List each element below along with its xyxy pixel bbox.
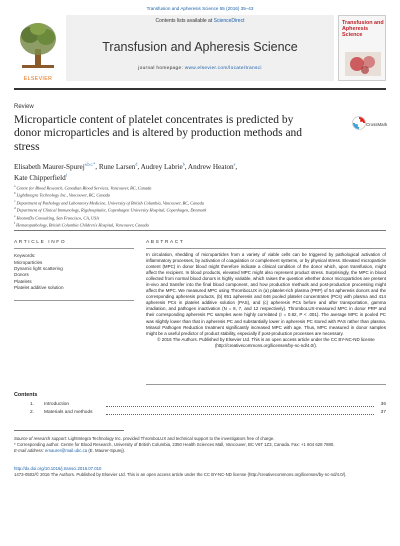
- abstract-heading: ABSTRACT: [146, 240, 185, 245]
- publisher-name: ELSEVIER: [23, 76, 53, 82]
- keyword-item: Donors: [14, 272, 29, 278]
- header-rule: [14, 88, 386, 90]
- homepage-link[interactable]: www.elsevier.com/locate/transci: [184, 66, 262, 71]
- crossmark-label: CrossMark: [366, 122, 388, 127]
- affiliation-item: $^d$ Department of Clinical Immunology, Rigshospitalet, Copenhagen University Hospital, Copenhagen, Denmark: [14, 206, 207, 213]
- article-section: Review: [14, 104, 34, 110]
- author-5[interactable]: Kate Chipperfield$^f$: [14, 172, 68, 183]
- affiliation-item: $^c$ Department of Pathology and Laboratory Medicine, University of British Columbia, Vancouver, BC, Canada: [14, 198, 204, 206]
- abstract-body: [146, 252, 386, 349]
- table-of-contents: [14, 402, 386, 417]
- elsevier-tree-logo: [14, 15, 62, 75]
- toc-item[interactable]: 2. Materials and methods 37: [30, 409, 386, 415]
- keyword-item: Platelet additive solution: [14, 284, 64, 290]
- toc-leader: [106, 406, 374, 407]
- article-info-heading: ARTICLE INFO: [14, 240, 67, 245]
- keyword-item: Microparticles: [14, 260, 43, 265]
- author-list: [14, 162, 354, 184]
- bottom-matter: [14, 466, 386, 478]
- sciencedirect-link[interactable]: ScienceDirect: [213, 18, 245, 24]
- affiliation-rule: [14, 230, 386, 231]
- affiliation-item: $^e$ HeatonDx Consulting, San Francisco, CA, USA: [14, 213, 99, 221]
- author-4[interactable]: Andrew Heaton$^e$,: [187, 162, 238, 172]
- keyword-item: Platelets: [14, 278, 32, 284]
- crossmark-icon[interactable]: [352, 116, 366, 130]
- cover-title: Transfusion and Apheresis Science: [342, 20, 384, 39]
- email-footnote: E-mail address: emaurer@mail.ubc.ca (E. Maurer-Spurej).: [14, 448, 126, 454]
- author-3[interactable]: Audrey Labrie$^b$,: [140, 162, 188, 172]
- journal-homepage-line: [66, 66, 334, 71]
- journal-title: Transfusion and Apheresis Science: [102, 40, 298, 54]
- keywords-end-rule: [14, 300, 134, 301]
- toc-leader: [106, 414, 374, 415]
- contents-prefix: Contents lists available at: [155, 18, 214, 24]
- issn-license-line: 1473-0502/© 2016 The Authors. Published by Elsevier Ltd. This is an open access article under the CC BY-NC-ND license (http://creativecommons.org/licenses/by-nc-nd/4.0/).: [14, 472, 347, 478]
- cover-image: [345, 52, 381, 76]
- affiliation-item: $^a$ Centre for Blood Research, Canadian Blood Services, Vancouver, BC, Canada: [14, 184, 152, 191]
- contents-heading: Contents: [14, 392, 38, 398]
- keywords-label: Keywords:: [14, 253, 36, 258]
- abstract-rule: [146, 248, 386, 249]
- affiliation-item: $^b$ LightIntegra Technology Inc., Vancouver, BC, Canada: [14, 191, 110, 198]
- toc-item[interactable]: 1. Introduction 36: [30, 402, 386, 407]
- article-title: Microparticle content of platelet concentrates is predicted by donor microparticles and is altered by production methods and stress: [14, 114, 303, 153]
- email-link[interactable]: emaurer@mail.ubc.ca: [45, 448, 88, 454]
- footnotes: [14, 436, 386, 455]
- doi-link[interactable]: http://dx.doi.org/10.1016/j.transci.2016.07.010: [14, 466, 102, 471]
- keyword-list: [14, 260, 64, 291]
- support-footnote: Source of research support: LightIntegra Technology Inc. provided ThromboLUX and technical support to the investigators free of charge.: [14, 436, 275, 441]
- footnote-rule: [14, 430, 124, 431]
- journal-cover-thumbnail: [338, 15, 386, 81]
- keyword-item: Dynamic light scattering: [14, 266, 63, 272]
- author-2[interactable]: Rune Larsen$^d$,: [98, 162, 141, 172]
- article-info-rule: [14, 248, 134, 249]
- running-head: Transfusion and Apheresis Science 55 (2016) 35–43: [146, 6, 254, 11]
- abstract-license: © 2016 The Authors. Published by Elsevier Ltd. This is an open access article under the CC BY-NC-ND license (http://creativecommons.org/licenses/by-nc-nd/4.0/).: [157, 336, 375, 348]
- corresponding-footnote: * Corresponding author. Centre for Blood Research, University of British Columbia, 2350 Health Sciences Mall, Vancouver, BC V6T 1Z3, Canada. Fax: +1 604 628 7880.: [14, 442, 335, 448]
- affiliation-list: [14, 184, 374, 229]
- abstract-end-rule: [146, 384, 386, 385]
- homepage-prefix: journal homepage:: [138, 66, 185, 71]
- affiliation-item: $^f$ Hematopathology, British Columbia Children's Hospital, Vancouver, Canada: [14, 221, 149, 228]
- author-1[interactable]: Elisabeth Maurer-Spurej$^{a,b,c,*}$,: [14, 162, 99, 172]
- contents-available-line: [66, 18, 334, 24]
- abstract-text: In circulation, shedding of microparticles from a variety of viable cells can be triggered by pathological activation of inflammatory processes, by activation of coagulation or complement systems, or by physical stress. Elevated microparticle content (MPC) in donor blood might therefore indicate a clinical condition of the donor which, upon transfusion, might affect the recipient. In blood products, elevated MPC might also represent product stress. Surprisingly, the MPC in blood collected from normal blood donors is highly variable, which raises the question whether donor microparticles are present in-vivo and transfer into the final blood component, and how production methods and post-production processing might affect the MPC. We measured MPC using ThromboLUX in (a) platelet-rich plasma (PRP) of 54 apheresis donors and the corresponding apheresis products, (b) 651 apheresis and 646 pooled platelet concentrates (PCs) with plasma and 414 apheresis PCs in platelet additive solution (PAS), and (c) apheresis PCs before and after transportation, gamma irradiation, and pathogen inactivation (N = 8, 7, and 12 respectively). ThromboLUX-measured MPC in donor PRP and their corresponding apheresis PC samples were highly correlated (r = 0.82, P < .001). The average MPC in pooled PC was slightly lower than that in apheresis PC and substantially lower in apheresis PC stored with PAS rather than plasma. Mirasol Pathogen Reduction treatment significantly increased MPC with age. Thus, MPC measured in donor samples might be a useful predictor of product stability, especially if post-production processes are necessary.: [146, 252, 386, 336]
